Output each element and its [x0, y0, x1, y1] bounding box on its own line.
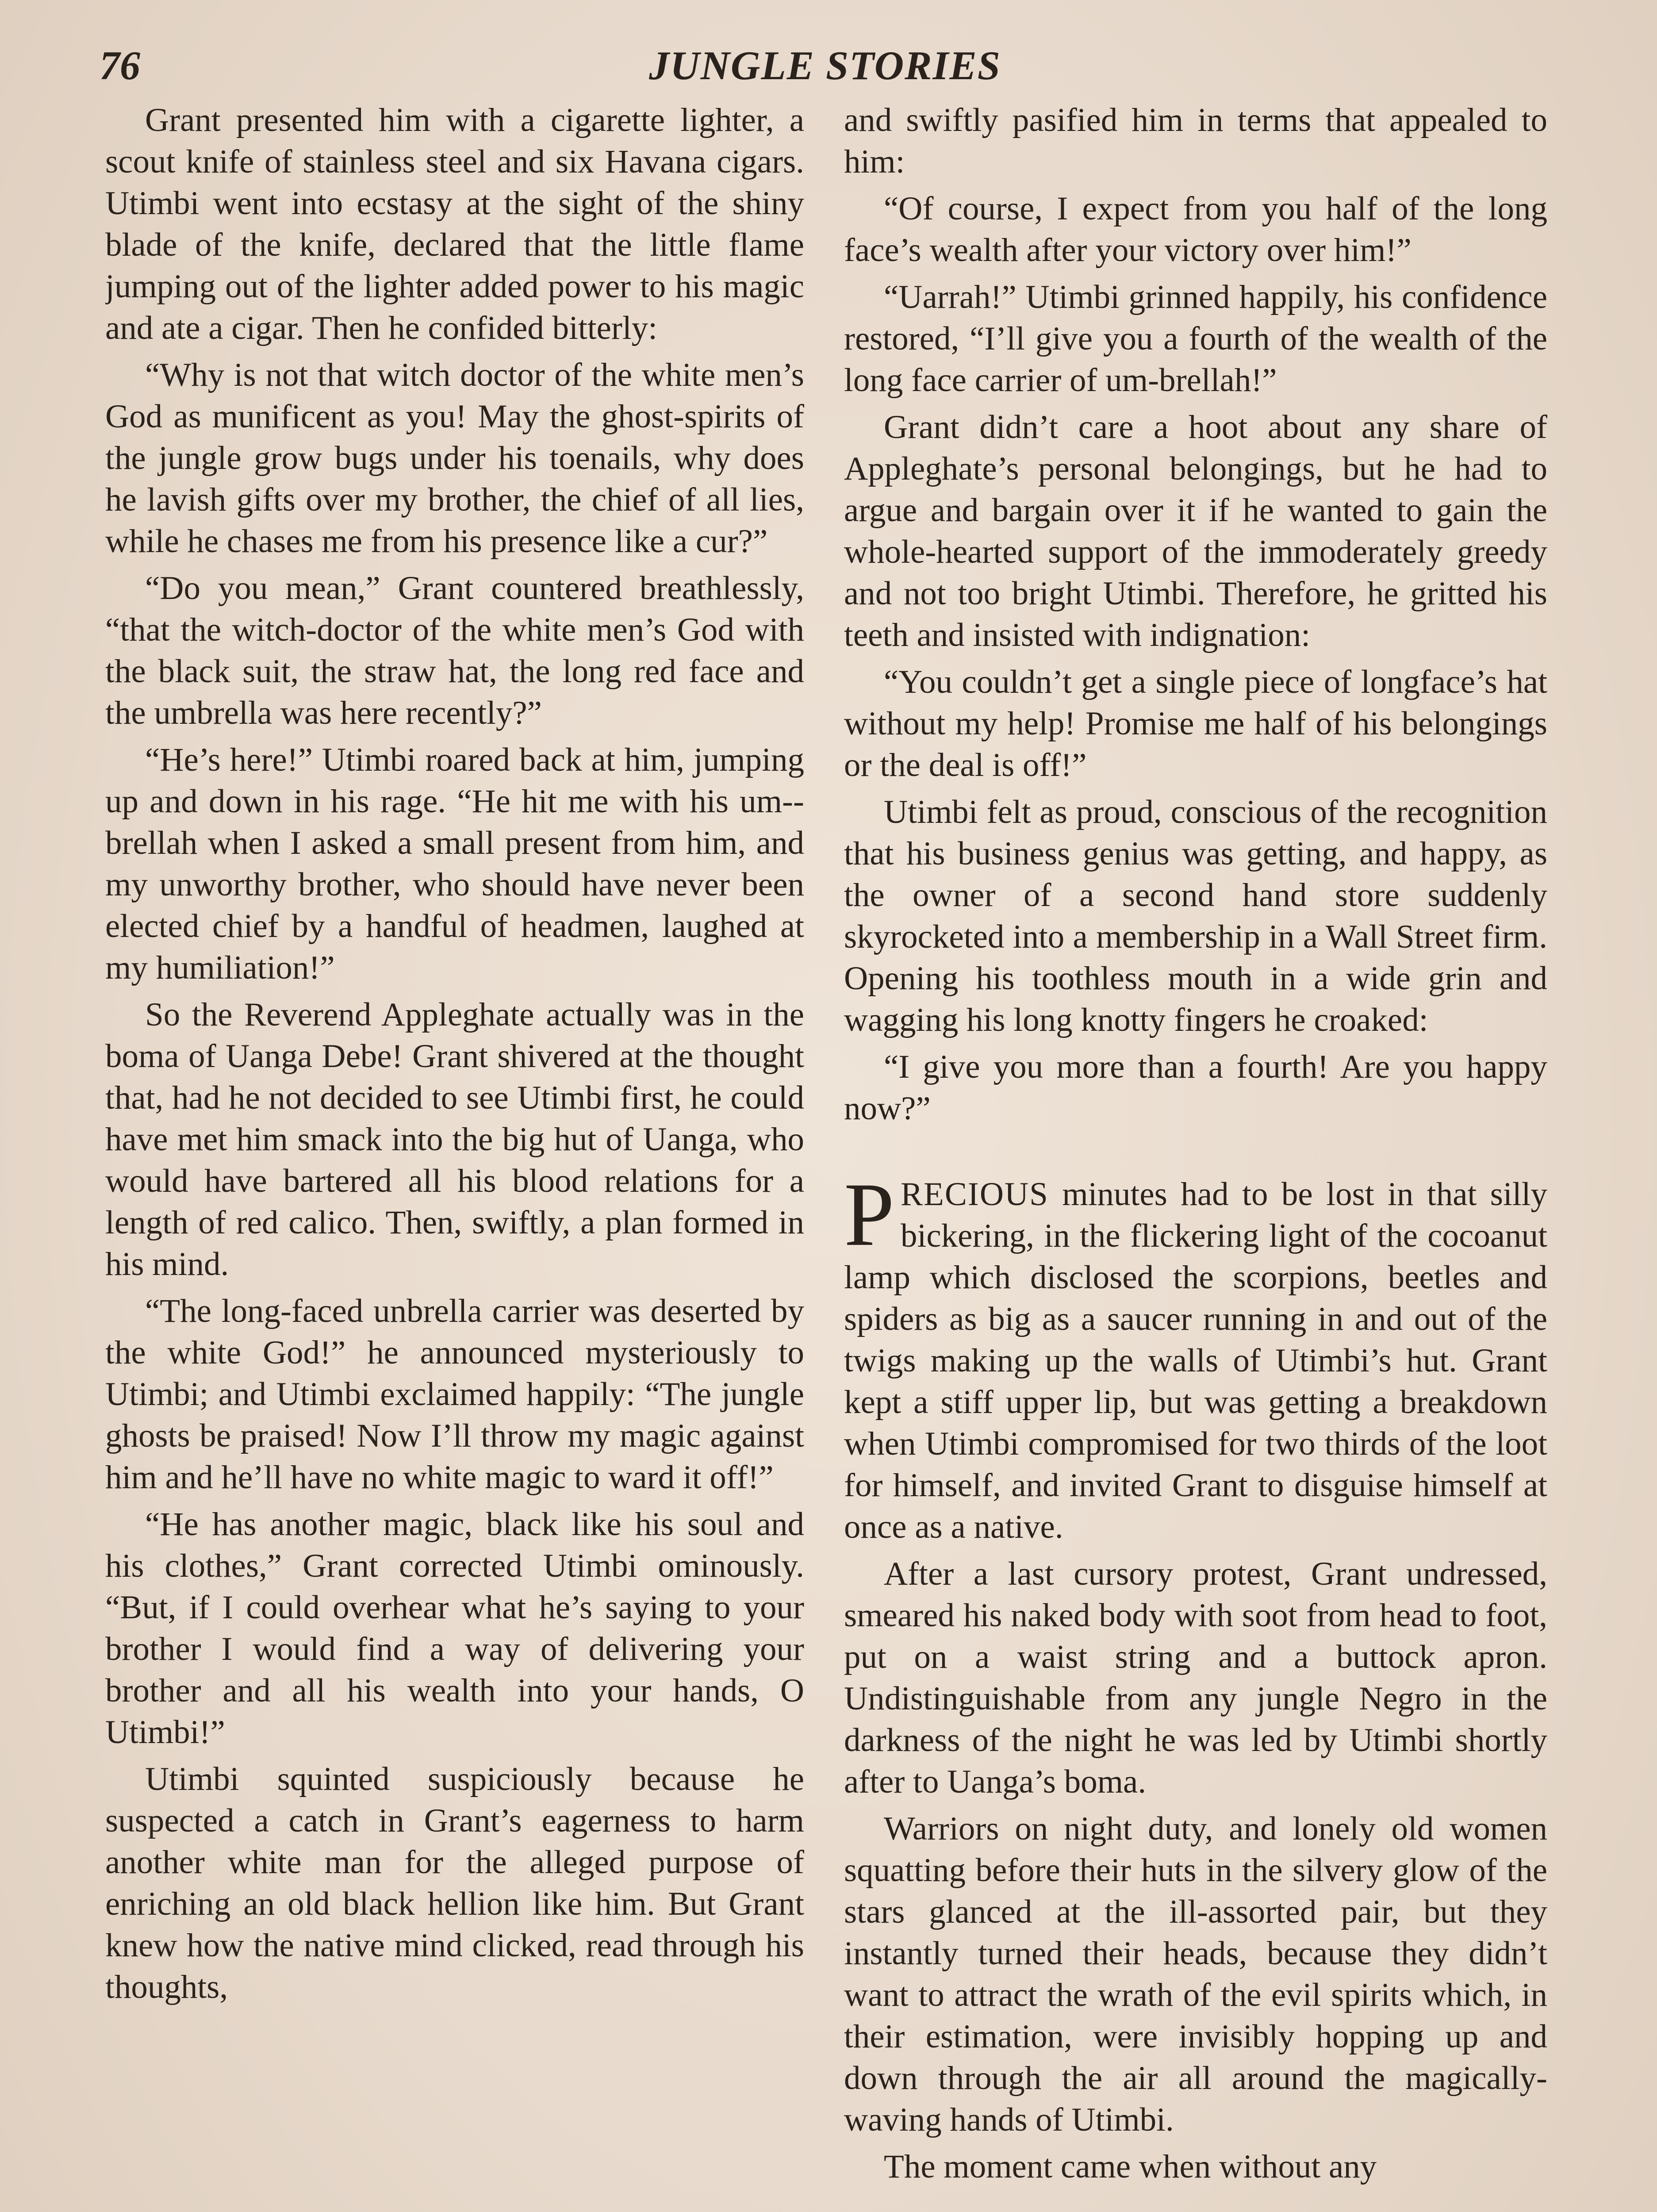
paragraph: Grant didn’t care a hoot about any share of Appleghate’s personal belongings, but he had to argue and bargain over it if he wanted to gain the whole-hearted support of the immoderately greedy and not too bright Utimbi. Therefore, he gritted his teeth and insisted with indignation: — [844, 409, 1547, 653]
paragraph: After a last cursory protest, Grant undressed, smeared his naked body with soot from head to foot, put on a waist string and a buttock apron. Undistinguishable from any jungle Negro in the darkness of the night he was led by Utimbi shortly after to Uanga’s boma. — [844, 1555, 1547, 1800]
paragraph: and swiftly pasified him in terms that appealed to him: — [844, 102, 1547, 180]
section-opening-text: minutes had to be lost in that silly bickering, in the flickering light of the cocoanut lamp which disclosed the scorpions, beetles and spiders as big as a saucer running in and out of the twigs making up the walls of Utimbi’s hut. Grant kept a stiff upper lip, but was getting a breakdown when Utimbi compromised for two thirds of the loot for himself, and invited Grant to disguise himself at once as a native. — [844, 1176, 1547, 1545]
paragraph: “Do you mean,” Grant countered breathlessly, “that the witch-doctor of the white men’s God with the black suit, the straw hat, the long red face and the umbrella was here recently?” — [105, 570, 804, 731]
paragraph: “I give you more than a fourth! Are you happy now?” — [844, 1048, 1547, 1127]
drop-cap: P — [844, 1164, 895, 1265]
paragraph: “Why is not that witch doctor of the white men’s God as munificent as you! May the ghost-spirits of the jungle grow bugs under his toenails, why does he lavish gifts over my brother, the chief of all lies, while he chases me from his presence like a cur?” — [105, 357, 804, 560]
paragraph: Utimbi squinted suspiciously because he suspected a catch in Grant’s eagerness to harm another white man for the alleged purpose of enriching an old black hellion like him. But Grant knew how the native mind clicked, read through his thoughts, — [105, 1761, 804, 2005]
paragraph: “The long-faced unbrella carrier was deserted by the white God!” he announced mysteriously to Utimbi; and Utimbi exclaimed happily: “The jungle ghosts be praised! Now I’ll throw my magic against him and he’ll have no white magic to ward it off!” — [105, 1293, 804, 1496]
paragraph: Warriors on night duty, and lonely old women squatting before their huts in the silvery glow of the stars glanced at the ill-assorted pair, but they instantly turned their heads, because they didn’t want to attract the wrath of the evil spirits which, in their estimation, were invisibly hopping up and down through the air all around the magically-waving hands of Utimbi. — [844, 1810, 1547, 2138]
paragraph: “Of course, I expect from you half of the long face’s wealth after your victory over him!” — [844, 190, 1547, 269]
page-header — [100, 42, 1550, 95]
right-column — [844, 100, 1547, 2212]
small-caps-lead: RECIOUS — [901, 1176, 1049, 1213]
paragraph: “Uarrah!” Utimbi grinned happily, his confidence restored, “I’ll give you a fourth of the wealth of the long face carrier of um-brellah!” — [844, 279, 1547, 399]
paragraph: “You couldn’t get a single piece of longface’s hat without my help! Promise me half of his belongings or the deal is off!” — [844, 664, 1547, 783]
paragraph: “He’s here!” Utimbi roared back at him, jumping up and down in his rage. “He hit me with his um--brellah when I asked a small present from him, and my unworthy brother, who should have never been elected chief by a handful of headmen, laughed at my humiliation!” — [105, 741, 804, 986]
page-number: 76 — [100, 43, 140, 88]
left-column — [105, 100, 804, 2212]
section-opening-paragraph — [844, 1164, 1547, 1548]
paragraph: So the Reverend Appleghate actually was in the boma of Uanga Debe! Grant shivered at the thought that, had he not decided to see Utimbi first, he could have met him smack into the big hut of Uanga, who would have bartered all his blood relations for a length of red calico. Then, swiftly, a plan formed in his mind. — [105, 996, 804, 1283]
paragraph: Grant presented him with a cigarette lighter, a scout knife of stainless steel and six Havana cigars. Utimbi went into ecstasy at the sight of the shiny blade of the knife, declared that the little flame jumping out of the lighter added power to his magic and ate a cigar. Then he confided bitterly: — [105, 102, 804, 346]
running-title: JUNGLE STORIES — [649, 43, 1001, 88]
paragraph: Utimbi felt as proud, conscious of the recognition that his business genius was getting, and happy, as the owner of a second hand store suddenly skyrocketed into a membership in a Wall Street firm. Opening his toothless mouth in a wide grin and wagging his long knotty fingers he croaked: — [844, 794, 1547, 1038]
paragraph: The moment came when without any — [884, 2148, 1377, 2185]
paragraph: “He has another magic, black like his soul and his clothes,” Grant corrected Utimbi ominously. “But, if I could overhear what he’s saying to your brother I would find a way of delivering your brother and all his wealth into your hands, O Utimbi!” — [105, 1506, 804, 1751]
